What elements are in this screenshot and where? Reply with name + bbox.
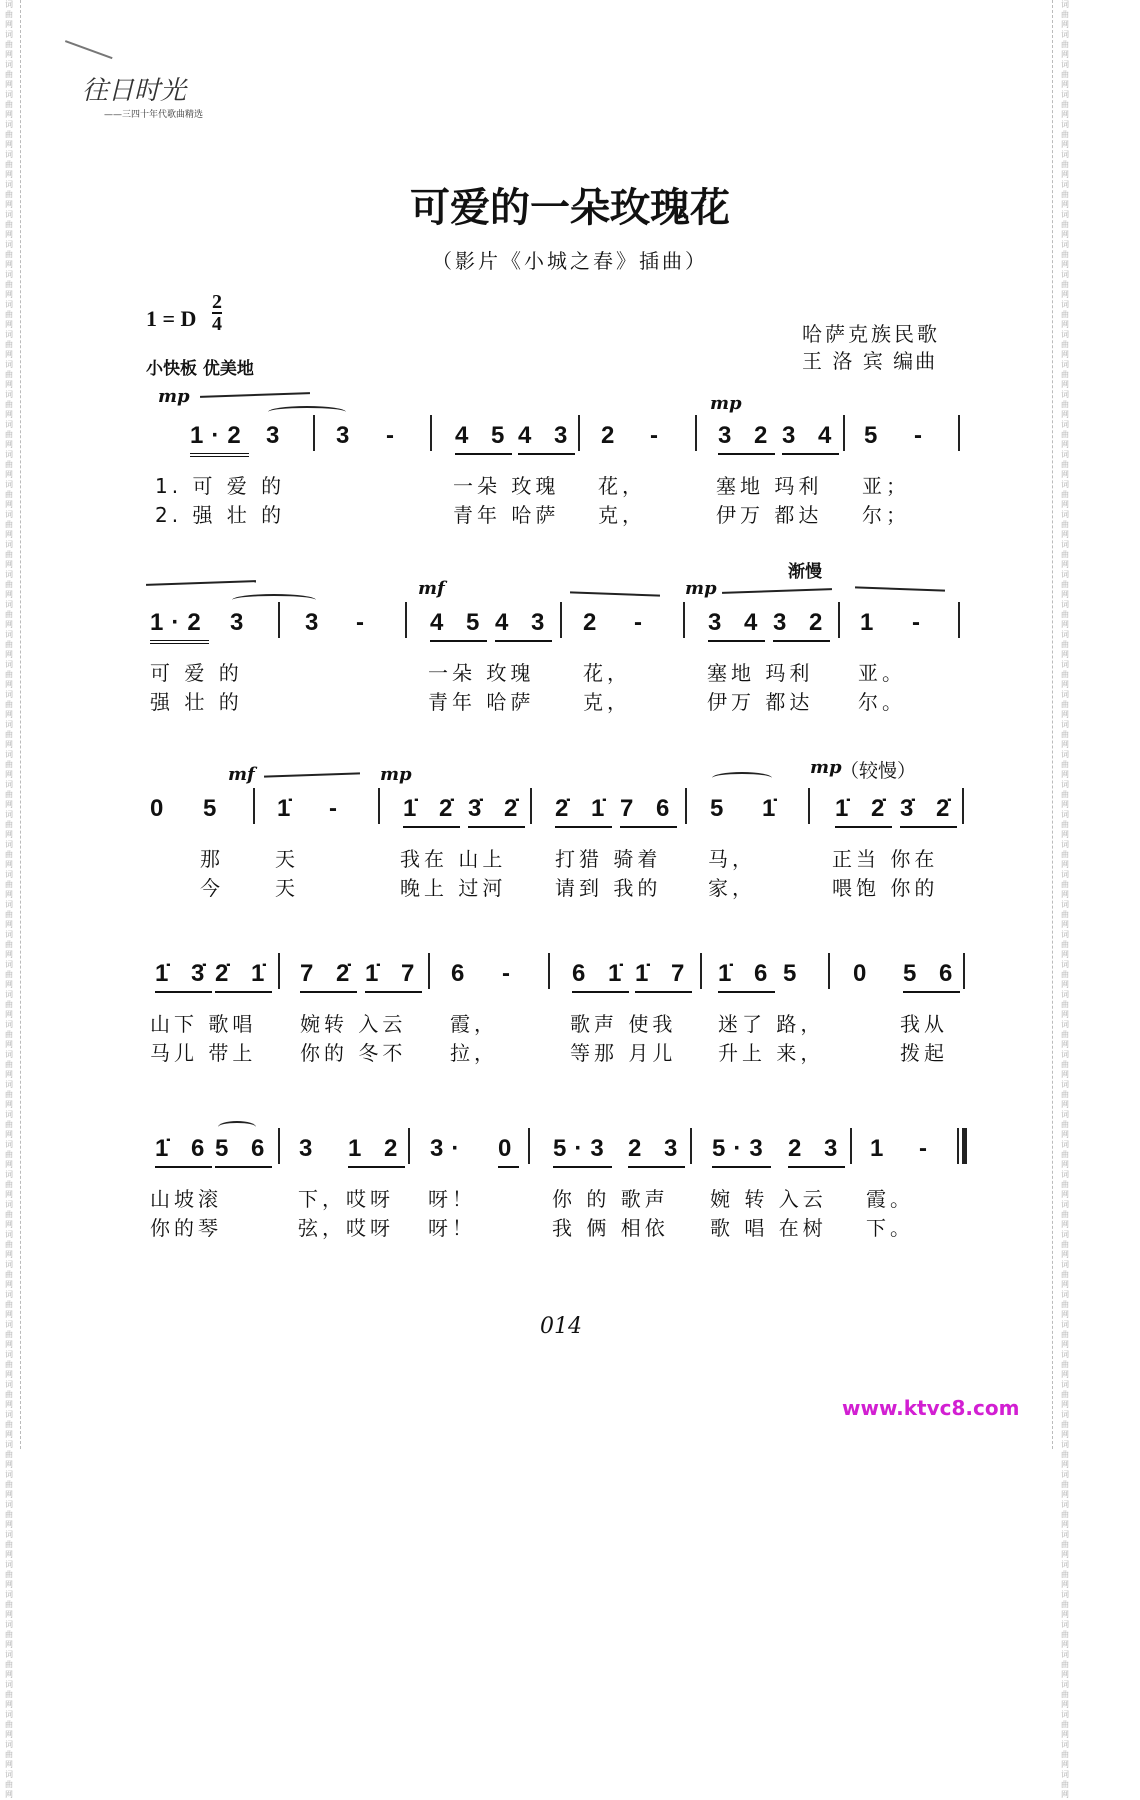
- barline: [683, 602, 685, 638]
- lyric: 请到 我的: [555, 876, 662, 900]
- note-group: 1̇ 2̇: [835, 794, 892, 828]
- barline: [313, 415, 315, 451]
- lyric: 呀！: [428, 1187, 476, 1211]
- barline: [430, 415, 432, 451]
- note: 1̇: [277, 795, 299, 822]
- lyric: 亚；: [862, 474, 910, 498]
- lyric: 歌声 使我: [570, 1012, 677, 1036]
- note-group: 4 5: [430, 608, 487, 642]
- lyric: 我从: [900, 1012, 948, 1036]
- note-group: 7 2̇: [300, 959, 357, 993]
- ritardando-mark: 渐慢: [788, 562, 822, 582]
- note-group: 4 3: [518, 421, 575, 455]
- series-logo: 往日时光: [82, 76, 187, 106]
- time-top: 2: [212, 291, 222, 313]
- note: 6: [451, 960, 473, 987]
- time-bottom: 4: [212, 313, 222, 335]
- dynamic-mark: mp: [810, 757, 842, 778]
- note-group: 1̇ 3̇: [155, 959, 212, 993]
- page-number: 014: [540, 1314, 582, 1339]
- lyric: 拉，: [450, 1041, 498, 1065]
- note-group: 1̇ 2̇: [403, 794, 460, 828]
- side-watermark-left: 词曲网 词曲网 词曲网 词曲网 词曲网 词曲网 词曲网 词曲网 词曲网 词曲网 词曲网 词曲网 词曲网 词曲网 词曲网 词曲网 词曲网 词曲网 词曲网 词曲网 词曲网 词曲网 词曲网 词曲网 词曲网 词曲网 词曲网 词曲网 词曲网 词曲网 词曲网 词曲网 词曲网 词曲网 词曲网 词曲网 词曲网 词曲网 词曲网 词曲网 词曲网 词曲网 词曲网 词曲网 词曲网 词曲网 词曲网 词曲网 词曲网 词曲网 词曲网 词曲网 词曲网 词曲网 词曲网 词曲网 词曲网 词曲网 词曲网 词曲网: [5, 0, 13, 1799]
- note: 2: [601, 422, 623, 449]
- slur: [232, 594, 316, 606]
- lyric: 一朵 玫瑰: [453, 474, 560, 498]
- lyric: 山下 歌唱: [150, 1012, 257, 1036]
- note-group: 3 2: [718, 421, 775, 455]
- lyric: 霞。: [866, 1187, 914, 1211]
- barline: [405, 602, 407, 638]
- note-group: 2 3: [788, 1134, 845, 1168]
- crescendo-hairpin: [264, 772, 360, 777]
- slur: [268, 406, 346, 418]
- lyric: 那: [200, 847, 224, 871]
- lyric: 青年 哈萨: [428, 690, 535, 714]
- lyric: 塞地 玛利: [707, 661, 814, 685]
- barline: [278, 1128, 280, 1164]
- lyric: 迷了 路，: [718, 1012, 825, 1036]
- note: 5: [864, 422, 886, 449]
- note-group: 1̇ 6: [718, 959, 775, 993]
- barline: [685, 788, 687, 824]
- note-group: 1·2: [150, 608, 209, 644]
- crescendo-hairpin: [200, 392, 310, 398]
- note-group: 3̇ 2̇: [468, 794, 525, 828]
- lyric: 天: [275, 847, 299, 871]
- note-group: 2̇ 1̇: [215, 959, 272, 993]
- origin-credit: 哈萨克族民歌: [802, 322, 940, 346]
- lyric: 弦，哎呀: [298, 1216, 394, 1240]
- lyric: 一朵 玫瑰: [428, 661, 535, 685]
- note-group: 1̇ 7: [365, 959, 422, 993]
- lyric: 可 爱 的: [150, 661, 243, 685]
- barline: [428, 953, 430, 989]
- barline: [808, 788, 810, 824]
- lyric: 花，: [598, 474, 646, 498]
- note: 5: [710, 795, 732, 822]
- lyric: 正当 你在: [832, 847, 939, 871]
- barline: [278, 953, 280, 989]
- barline: [958, 602, 960, 638]
- barline: [700, 953, 702, 989]
- lyric: 伊万 都达: [707, 690, 814, 714]
- note-group: 4 5: [455, 421, 512, 455]
- barline: [548, 953, 550, 989]
- series-subtitle: ——三四十年代歌曲精选: [104, 110, 204, 120]
- lyric: 尔；: [862, 503, 910, 527]
- lyric: 尔。: [858, 690, 906, 714]
- dash: -: [650, 422, 666, 449]
- lyric: 强 壮 的: [150, 690, 243, 714]
- note-group: 3̇ 2̇: [900, 794, 957, 828]
- lyric: 婉 转 入云: [710, 1187, 827, 1211]
- lyric: 天: [275, 876, 299, 900]
- dynamic-mark: mf: [418, 578, 445, 599]
- song-subtitle: （影片《小城之春》插曲）: [432, 249, 708, 273]
- barline: [253, 788, 255, 824]
- lyric: 你的 冬不: [300, 1041, 407, 1065]
- time-signature: [212, 292, 222, 334]
- note-group: 5·3: [712, 1134, 771, 1168]
- barline: [278, 602, 280, 638]
- lyric: 今: [200, 876, 224, 900]
- note: 3: [336, 422, 358, 449]
- note: 5: [203, 795, 225, 822]
- barline: [695, 415, 697, 451]
- note-group: 1 2: [348, 1134, 405, 1168]
- crescendo-hairpin: [722, 588, 832, 594]
- lyric: 等那 月儿: [570, 1041, 677, 1065]
- staff-system-4: [0, 959, 1074, 999]
- lyric: 打猎 骑着: [555, 847, 662, 871]
- final-barline-thick: [962, 1128, 967, 1164]
- barline: [958, 415, 960, 451]
- dash: -: [634, 609, 650, 636]
- rest: 0: [853, 960, 875, 987]
- rest: 0: [150, 795, 172, 822]
- dash: -: [914, 422, 930, 449]
- barline: [963, 953, 965, 989]
- note-group: 7 6: [620, 794, 677, 828]
- dash: -: [329, 795, 345, 822]
- lyric: 青年 哈萨: [453, 503, 560, 527]
- song-title: 可爱的一朵玫瑰花: [410, 184, 730, 231]
- arranger-credit: 王 洛 宾 编曲: [802, 349, 938, 373]
- key-signature: 1 = D: [146, 306, 197, 331]
- dynamic-mark: mf: [228, 764, 255, 785]
- note: 3: [230, 609, 252, 636]
- note: 5: [783, 960, 805, 987]
- note-group: 4 3: [495, 608, 552, 642]
- lyric: 你 的 歌声: [552, 1187, 669, 1211]
- lyric: 我在 山上: [400, 847, 507, 871]
- barline: [578, 415, 580, 451]
- lyric: 你的琴: [150, 1216, 222, 1240]
- slur: [218, 1121, 256, 1133]
- barline: [378, 788, 380, 824]
- lyric: 马，: [708, 847, 756, 871]
- dash: -: [386, 422, 402, 449]
- dash: -: [356, 609, 372, 636]
- lyric: 塞地 玛利: [716, 474, 823, 498]
- barline: [843, 415, 845, 451]
- tempo-marking: 小快板 优美地: [146, 359, 254, 379]
- lyric: 2. 强 壮 的: [155, 503, 286, 527]
- site-watermark: www.ktvc8.com: [842, 1396, 1020, 1420]
- barline: [962, 788, 964, 824]
- note: 3: [305, 609, 327, 636]
- dash: -: [919, 1135, 935, 1162]
- barline: [408, 1128, 410, 1164]
- note: 3: [299, 1135, 321, 1162]
- lyric: 婉转 入云: [300, 1012, 407, 1036]
- note: 3·: [430, 1135, 468, 1162]
- crescendo-hairpin: [146, 580, 256, 586]
- note-group: 3 4: [708, 608, 765, 642]
- note: 1̇: [762, 795, 784, 822]
- note-group: 3 4: [782, 421, 839, 455]
- side-watermark-right: 词曲网 词曲网 词曲网 词曲网 词曲网 词曲网 词曲网 词曲网 词曲网 词曲网 词曲网 词曲网 词曲网 词曲网 词曲网 词曲网 词曲网 词曲网 词曲网 词曲网 词曲网 词曲网 词曲网 词曲网 词曲网 词曲网 词曲网 词曲网 词曲网 词曲网 词曲网 词曲网 词曲网 词曲网 词曲网 词曲网 词曲网 词曲网 词曲网 词曲网 词曲网 词曲网 词曲网 词曲网 词曲网 词曲网 词曲网 词曲网 词曲网 词曲网 词曲网 词曲网 词曲网 词曲网 词曲网 词曲网 词曲网 词曲网 词曲网 词曲网: [1061, 0, 1069, 1799]
- note-group: 6 1̇: [572, 959, 629, 993]
- barline: [560, 602, 562, 638]
- barline: [528, 1128, 530, 1164]
- slur: [712, 772, 772, 784]
- barline: [828, 953, 830, 989]
- lyric: 伊万 都达: [716, 503, 823, 527]
- lyric: 山坡滚: [150, 1187, 222, 1211]
- barline: [838, 602, 840, 638]
- note-group: 5·3: [553, 1134, 612, 1168]
- final-barline-thin: [957, 1128, 959, 1164]
- note-group: 5 6: [215, 1134, 272, 1168]
- dynamic-mark: mp: [158, 386, 190, 407]
- note: 2: [583, 609, 605, 636]
- barline: [530, 788, 532, 824]
- lyric: 克，: [598, 503, 646, 527]
- lyric: 家，: [708, 876, 756, 900]
- note: 1: [870, 1135, 892, 1162]
- lyric: 我 俩 相依: [552, 1216, 669, 1240]
- note-group: 2 3: [628, 1134, 685, 1168]
- staff-system-5: [0, 1134, 1074, 1174]
- lyric: 1. 可 爱 的: [155, 474, 286, 498]
- note-group: 1̇ 6: [155, 1134, 212, 1168]
- decrescendo-hairpin: [855, 586, 945, 591]
- dynamic-mark: mp: [710, 393, 742, 414]
- lyric: 霞，: [450, 1012, 498, 1036]
- note: 1: [860, 609, 882, 636]
- lyric: 亚。: [858, 661, 906, 685]
- rest: 0: [498, 1134, 519, 1168]
- lyric: 拨起: [900, 1041, 948, 1065]
- staff-system-1: [0, 421, 1074, 461]
- dynamic-mark: mp: [380, 764, 412, 785]
- dash: -: [502, 960, 518, 987]
- lyric: 下。: [866, 1216, 914, 1240]
- lyric: 克，: [583, 690, 631, 714]
- staff-system-3: [0, 794, 1074, 834]
- lyric: 呀！: [428, 1216, 476, 1240]
- barline: [850, 1128, 852, 1164]
- tempo-change: （较慢）: [840, 760, 917, 782]
- dynamic-mark: mp: [685, 578, 717, 599]
- lyric: 马儿 带上: [150, 1041, 257, 1065]
- note-group: 2̇ 1̇: [555, 794, 612, 828]
- note: 3: [266, 422, 288, 449]
- note-group: 3 2: [773, 608, 830, 642]
- lyric: 下，哎呀: [298, 1187, 394, 1211]
- note-group: 1·2: [190, 421, 249, 457]
- barline: [690, 1128, 692, 1164]
- decrescendo-hairpin: [570, 591, 660, 596]
- lyric: 喂饱 你的: [832, 876, 939, 900]
- lyric: 歌 唱 在树: [710, 1216, 827, 1240]
- lyric: 晚上 过河: [400, 876, 507, 900]
- staff-system-2: [0, 608, 1074, 648]
- note-group: 1̇ 7: [635, 959, 692, 993]
- lyric: 花，: [583, 661, 631, 685]
- note-group: 5 6: [903, 959, 960, 993]
- dash: -: [912, 609, 928, 636]
- lyric: 升上 来，: [718, 1041, 825, 1065]
